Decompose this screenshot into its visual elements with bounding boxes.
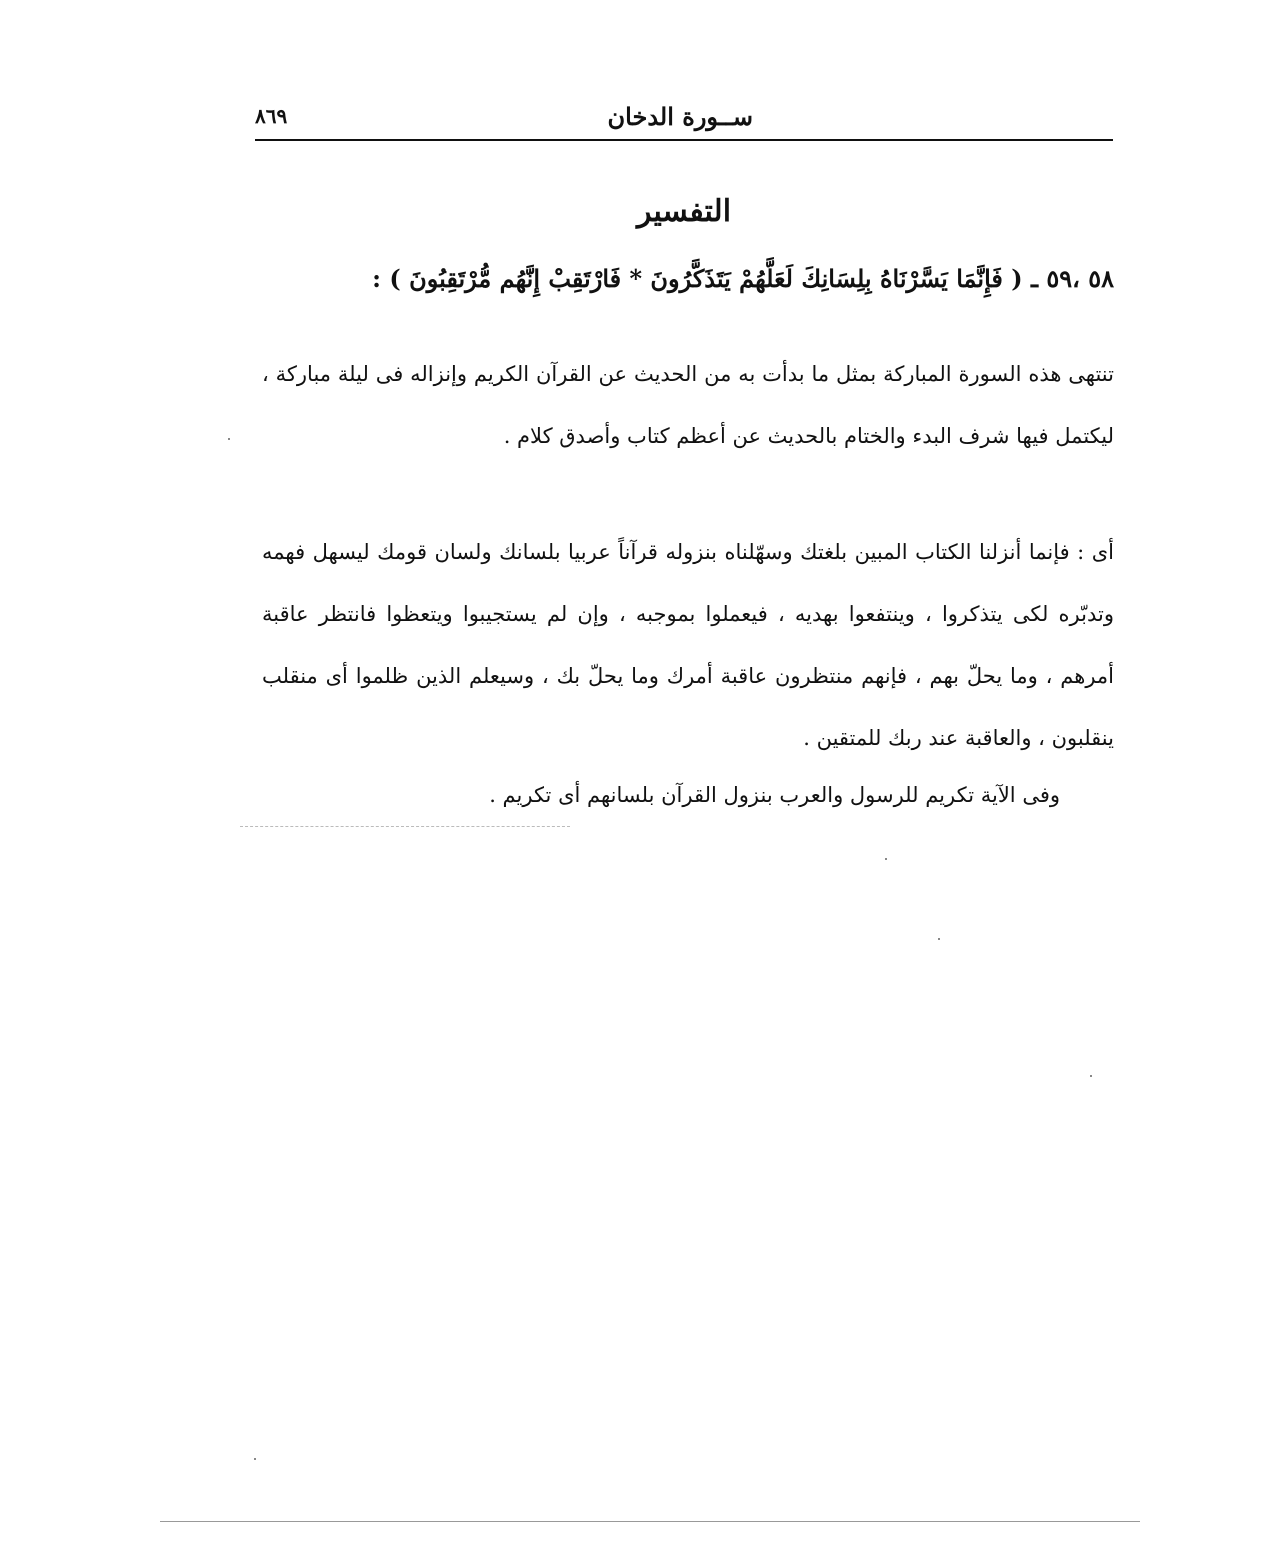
page-number: ٨٦٩ <box>255 104 288 128</box>
scan-speck <box>938 938 940 940</box>
section-heading: التفسير <box>636 194 732 229</box>
paragraph-explanation: أى : فإنما أنزلنا الكتاب المبين بلغتك وسهّلناه بنزوله قرآناً عربيا بلسانك ولسان قومك ليسهل فهمه وتدبّره لكى يتذكروا ، وينتفعوا بهديه ، فيعملوا بموجبه ، وإن لم يستجيبوا ويتعظوا فانتظر عاقبة أمرهم ، وما يحلّ بهم ، فإنهم منتظرون عاقبة أمرك وما يحلّ بك ، وسيعلم الذين ظلموا أى منقلب ينقلبون ، والعاقبة عند ربك للمتقين . <box>262 540 1115 750</box>
paragraph-conclusion: وفى الآية تكريم للرسول والعرب بنزول القرآن بلسانهم أى تكريم . <box>489 783 1060 807</box>
paragraph-intro: تنتهى هذه السورة المباركة بمثل ما بدأت به من الحديث عن القرآن الكريم وإنزاله فى ليلة مباركة ، ليكتمل فيها شرف البدء والختام بالحديث عن أعظم كتاب وأصدق كلام . <box>262 362 1114 448</box>
verse-line <box>262 264 1114 293</box>
verse-text: ( فَإِنَّمَا يَسَّرْنَاهُ بِلِسَانِكَ لَعَلَّهُمْ يَتَذَكَّرُونَ * فَارْتَقِبْ إِنَّهُم مُّرْتَقِبُونَ ) : <box>372 264 1023 293</box>
scan-artifact-line <box>160 1521 1140 1522</box>
running-header <box>255 98 1113 134</box>
scan-speck <box>885 858 887 860</box>
scan-artifact-line <box>240 826 570 827</box>
scan-speck <box>228 438 230 440</box>
scan-speck <box>254 1458 256 1460</box>
verse-numbers: ٥٨ ،٥٩ ـ <box>1030 264 1114 293</box>
running-title: ســورة الدخان <box>607 101 753 131</box>
header-rule <box>255 139 1113 141</box>
scan-speck <box>1090 1075 1092 1077</box>
